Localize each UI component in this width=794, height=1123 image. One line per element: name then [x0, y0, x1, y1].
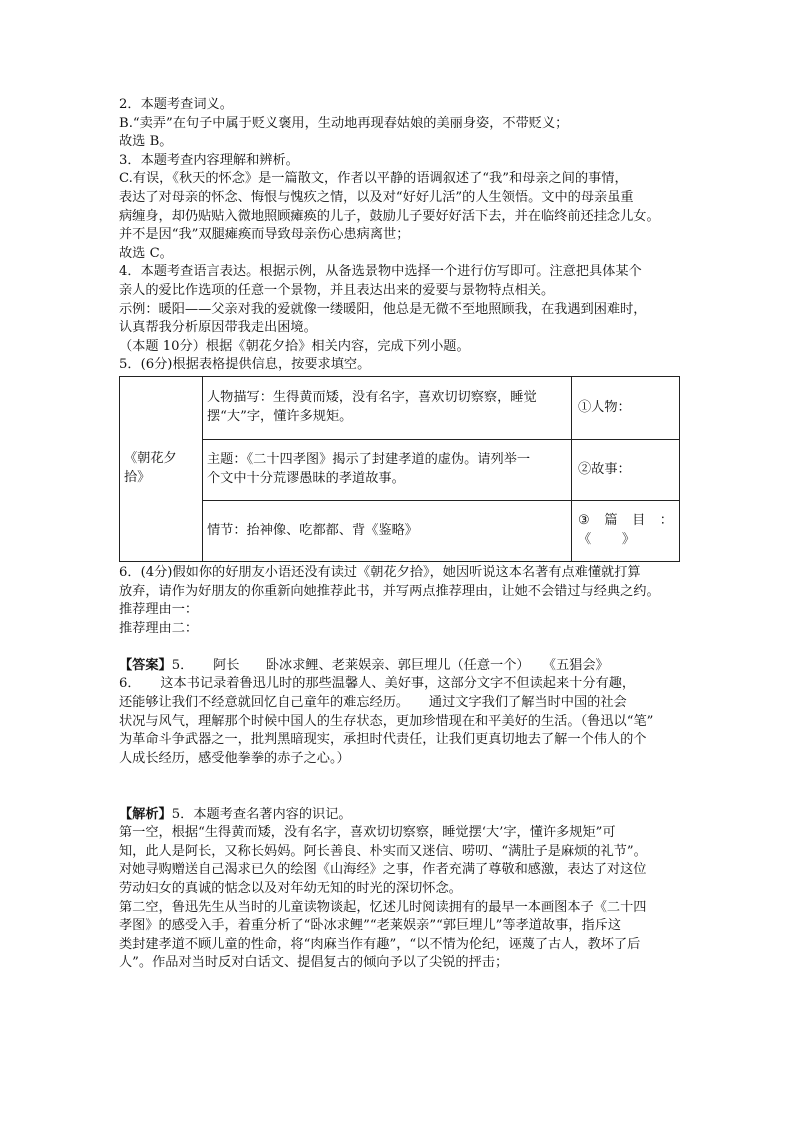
text-line: 故选 C。 [119, 245, 173, 261]
text-line: 6． 这本书记录着鲁迅儿时的那些温馨人、美好事，这部分文字不但读起来十分有趣， [119, 676, 636, 692]
info-line: 个文中十分荒谬愚昧的孝道故事。 [207, 470, 405, 486]
text-line: 病缠身，却仍贴贴入微地照顾瘫痪的儿子，鼓励儿子要好好活下去，并在临终前还挂念儿女。 [119, 208, 660, 224]
table-row [120, 439, 680, 500]
answer-line [119, 657, 679, 676]
text-line: 第一空，根据“生得黄而矮，没有名字，喜欢切切察察，睡觉摆‘大’字，懂许多规矩”可 [119, 825, 616, 841]
intro-section [119, 96, 679, 375]
text-line: 亲人的爱比作选项的任意一个景物，并且表达出来的爱要与景物特点相关。 [119, 282, 555, 298]
blank-number: ③ [578, 513, 590, 529]
info-line: 人物描写：生得黄而矮，没有名字，喜欢切切察察，睡觉 [207, 390, 537, 406]
text-line: C.有误，《秋天的怀念》是一篇散文，作者以平静的语调叙述了“我”和母亲之间的事情， [119, 171, 628, 187]
blank-word: 篇 [604, 513, 618, 529]
text-line: 第二空，鲁迅先生从当时的儿童读物谈起，忆述儿时阅读拥有的最早一本画图本子《二十四 [119, 899, 647, 915]
text-line: 示例：暖阳——父亲对我的爱就像一缕暖阳，他总是无微不至地照顾我，在我遇到困难时， [119, 301, 647, 317]
answer-blank-cell [572, 500, 680, 561]
text-line: 认真帮我分析原因带我走出困境。 [119, 320, 317, 336]
table-row [120, 376, 680, 439]
analysis-text: 5．本题考查名著内容的识记。 [171, 806, 352, 822]
text-line: 故选 B。 [119, 134, 173, 150]
blank-label-row [578, 512, 673, 531]
text-line: 并不是因“我”双腿瘫痪而导致母亲伤心患病离世； [119, 227, 410, 243]
text-line: 状况与风气，理解那个时候中国人的生存状态，更加珍惜现在和平美好的生活。（鲁迅以“笔” [119, 713, 654, 729]
text-line: （本题 10分）根据《朝花夕拾》相关内容，完成下列小题。 [119, 338, 470, 354]
close-bracket: 》 [621, 531, 635, 547]
text-line: B.“卖弄”在句子中属于贬义褒用，生动地再现春姑娘的美丽身姿，不带贬义； [119, 115, 569, 131]
answer-blank-cell [572, 439, 680, 500]
text-line: 3．本题考查内容理解和辨析。 [119, 152, 299, 168]
text-line: 4．本题考查语言表达。根据示例，从备选景物中选择一个进行仿写即可。注意把具体某个 [119, 264, 642, 280]
info-line: 摆“大”字，懂许多规矩。 [207, 408, 353, 424]
answer-tag: 【答案】 [119, 657, 172, 673]
answer-blank-cell [572, 376, 680, 439]
text-line: 5．(6分)根据表格提供信息，按要求填空。 [119, 357, 371, 373]
blank-colon: ： [659, 513, 673, 529]
answer-section [119, 657, 679, 769]
info-cell [203, 500, 572, 561]
document-page [119, 96, 679, 973]
text-line: 类封建孝道不顾儿童的性命，将“肉麻当作有趣”，“以不情为伦纪，诬蔑了古人，教坏了后 [119, 936, 641, 952]
blank-bracket-row [578, 531, 673, 550]
info-line: 情节：抬神像、吃都都、背《鉴略》 [207, 522, 418, 538]
blank-word: 目 [632, 513, 646, 529]
text-line: 对她寻购赠送自己渴求已久的绘图《山海经》之事，作者充满了尊敬和感激，表达了对这位 [119, 862, 647, 878]
info-line: 主题：《二十四孝图》揭示了封建孝道的虚伪。请列举一 [207, 452, 531, 468]
answer-text: 5． 阿长 卧冰求鲤、老莱娱亲、郭巨埋儿（任意一个） 《五猖会》 [171, 657, 609, 673]
open-bracket: 《 [578, 531, 592, 547]
text-line: 劳动妇女的真诚的惦念以及对年幼无知的时光的深切怀念。 [119, 881, 462, 896]
text-line: 还能够让我们不经意就回忆自己童年的难忘经历。 通过文字我们了解当时中国的社会 [119, 695, 627, 711]
book-title-line: 拾》 [124, 469, 151, 485]
text-line: 人”。作品对当时反对白话文、提倡复古的倾向予以了尖锐的抨击； [119, 955, 509, 971]
analysis-section [119, 806, 679, 973]
book-title-line: 《朝花夕 [124, 451, 177, 467]
book-title-cell [120, 376, 203, 561]
text-line: 放弃，请作为好朋友的你重新向她推荐此书，并写两点推荐理由，让她不会错过与经典之约。 [119, 583, 660, 599]
text-line: 表达了对母亲的怀念、悔恨与愧疚之情，以及对“好好儿活”的人生领悟。文中的母亲虽重 [119, 189, 634, 205]
text-line: 6．(4分)假如你的好朋友小语还没有读过《朝花夕拾》，她因听说这本名著有点难懂就打算 [119, 564, 641, 580]
blank-label: ②故事： [578, 461, 631, 477]
table-row [120, 500, 680, 561]
info-table [119, 376, 680, 562]
analysis-line [119, 806, 679, 825]
blank-label: ①人物： [578, 399, 631, 415]
analysis-tag: 【解析】 [119, 806, 172, 822]
text-line: 人成长经历，感受他拳拳的赤子之心。） [119, 750, 350, 766]
text-line: 知，此人是阿长，又称长妈妈。阿长善良、朴实而又迷信、唠叨、“满肚子是麻烦的礼节”。 [119, 843, 647, 859]
info-cell [203, 439, 572, 500]
text-line: 为革命斗争武器之一，批判黑暗现实，承担时代责任，让我们更真切地去了解一个伟人的个 [119, 732, 647, 748]
text-line: 推荐理由二： [119, 620, 199, 636]
question-6-section [119, 564, 679, 638]
text-line: 2．本题考查词义。 [119, 97, 233, 112]
info-cell [203, 376, 572, 439]
text-line: 推荐理由一： [119, 602, 199, 618]
text-line: 孝图》的感受入手，着重分析了“卧冰求鲤”“老莱娱亲”“郭巨埋儿”等孝道故事，指斥这 [119, 918, 622, 934]
